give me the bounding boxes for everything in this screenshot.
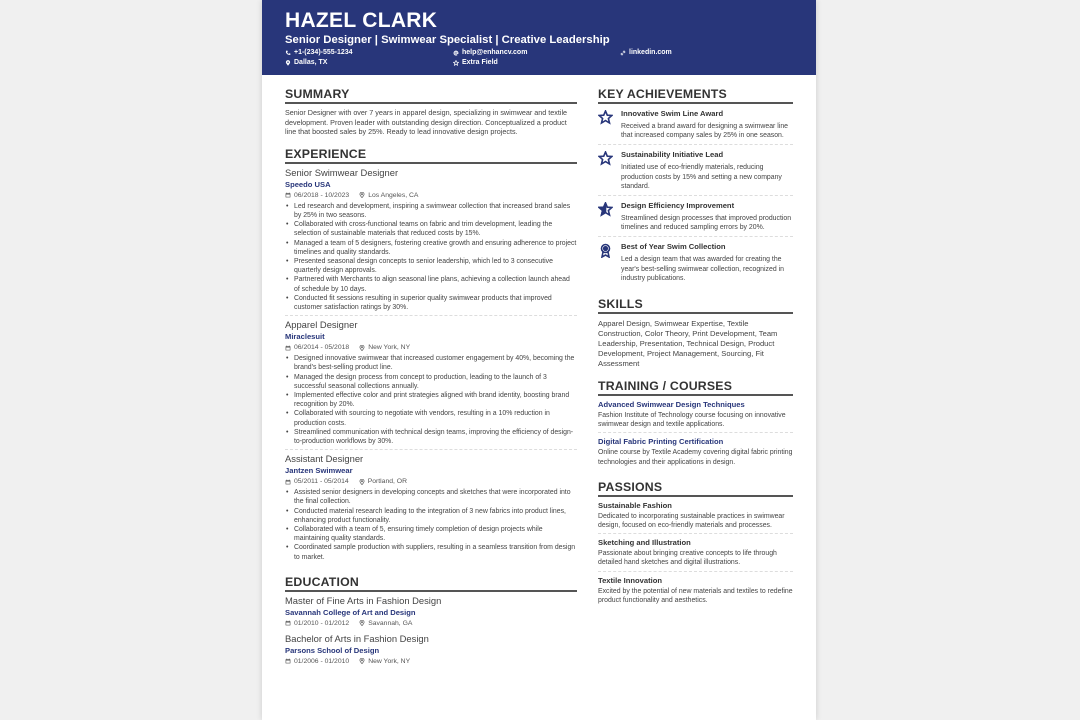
- passion-item: [598, 497, 793, 534]
- calendar-icon: [285, 479, 291, 485]
- bullet-item: • Conducted material research leading to the integration of 3 new fabrics into product lines, enhancing product functionality.: [285, 507, 577, 525]
- job-role: Senior Swimwear Designer: [285, 166, 399, 178]
- location-pin-icon: [359, 620, 365, 626]
- passion-title: Sketching and Illustration: [598, 538, 691, 548]
- dates: 01/2010 - 01/2012: [294, 619, 350, 627]
- experience-section: [285, 147, 577, 565]
- dates: 05/2011 - 05/2014: [294, 478, 349, 486]
- achievement-icon-wrap: [598, 109, 621, 140]
- dates: 06/2014 - 05/2018: [294, 344, 350, 352]
- job-bullets: [285, 202, 577, 312]
- job-entry: [285, 167, 577, 316]
- job-entry: [285, 319, 577, 450]
- resume-page: [262, 0, 816, 720]
- star-icon: [453, 60, 459, 66]
- job-bullets: [285, 354, 577, 446]
- job-company: Miraclesuit: [285, 332, 325, 342]
- location: New York, NY: [368, 657, 411, 665]
- education-section: [285, 575, 577, 668]
- section-title: EXPERIENCE: [285, 147, 577, 164]
- award-ribbon-icon: [598, 243, 613, 258]
- contact-extra: [453, 58, 498, 67]
- email-text: help@enhancv.com: [462, 49, 528, 56]
- candidate-subtitle: Senior Designer | Swimwear Specialist | Creative Leadership: [285, 34, 610, 46]
- job-role: Apparel Designer: [285, 319, 358, 331]
- left-column: [285, 87, 577, 678]
- star-half-icon: [598, 202, 613, 217]
- bullet-item: • Presented seasonal design concepts to senior leadership, which led to 3 consecutive quarterly design approvals.: [285, 257, 577, 275]
- achievement-item: [598, 104, 793, 145]
- achievement-item: [598, 196, 793, 237]
- section-title: SKILLS: [598, 297, 793, 314]
- extra-text: Extra Field: [462, 59, 498, 66]
- meta-row: [285, 477, 577, 486]
- passion-desc: Dedicated to incorporating sustainable practices in swimwear design, focused on eco-friendly materials and processes.: [598, 512, 785, 530]
- training-title: Advanced Swimwear Design Techniques: [598, 400, 745, 410]
- summary-section: [285, 87, 577, 137]
- education-entry: [285, 633, 577, 668]
- calendar-icon: [285, 620, 291, 626]
- achievement-icon-wrap: [598, 150, 621, 191]
- school: Savannah College of Art and Design: [285, 607, 416, 617]
- section-title: PASSIONS: [598, 480, 793, 497]
- achievement-title: Best of Year Swim Collection: [621, 242, 726, 252]
- bullet-item: • Collaborated with sourcing to negotiate with vendors, resulting in a 10% reduction in production costs.: [285, 409, 577, 427]
- achievement-item: [598, 237, 793, 287]
- training-item: [598, 433, 793, 469]
- dates: 06/2018 - 10/2023: [294, 191, 350, 199]
- location: Savannah, GA: [368, 619, 413, 627]
- passions-section: [598, 480, 793, 608]
- passion-title: Sustainable Fashion: [598, 500, 672, 510]
- job-bullets: [285, 488, 577, 562]
- skills-text: Apparel Design, Swimwear Expertise, Textile Construction, Color Theory, Print Development, Team Leadership, Presentation, Technical Design, Product Development, Project Management, Sourcing, Fit Assessment: [598, 319, 778, 369]
- meta-row: [285, 343, 577, 352]
- achievement-icon-wrap: [598, 242, 621, 283]
- achievement-desc: Led a design team that was awarded for creating the year's best-selling swimwear collection, recognized in industry publications.: [621, 256, 784, 282]
- degree: Bachelor of Arts in Fashion Design: [285, 632, 429, 644]
- location-pin-icon: [285, 60, 291, 66]
- phone-icon: [285, 50, 291, 56]
- bullet-item: • Conducted fit sessions resulting in superior quality swimwear products that improved customer satisfaction ratings by 30%.: [285, 294, 577, 312]
- achievement-desc: Initiated use of eco-friendly materials, reducing production costs by 15% and setting a new company standard.: [621, 164, 782, 190]
- linkedin-text: linkedin.com: [629, 49, 672, 56]
- section-title: SUMMARY: [285, 87, 577, 104]
- education-list: [285, 595, 577, 668]
- achievement-icon-wrap: [598, 201, 621, 232]
- location-text: Dallas, TX: [294, 59, 328, 66]
- skills-section: [598, 297, 793, 369]
- achievement-title: Sustainability Initiative Lead: [621, 150, 724, 160]
- bullet-item: • Designed innovative swimwear that increased customer engagement by 40%, becoming the brand's best-selling product line.: [285, 354, 577, 372]
- achievement-title: Innovative Swim Line Award: [621, 109, 724, 118]
- job-company: Speedo USA: [285, 179, 331, 189]
- summary-text: Senior Designer with over 7 years in apparel design, specializing in swimwear and textile development. Proven leader with outstanding design direction. Conceptualized a product line that boosted sales by 25%. Ready to lead innovative design projects.: [285, 108, 568, 137]
- dates: 01/2006 - 01/2010: [294, 657, 350, 665]
- bullet-item: • Coordinated sample production with suppliers, resulting in a seamless transition from design to market.: [285, 543, 577, 561]
- location-pin-icon: [359, 345, 365, 351]
- meta-row: [285, 619, 577, 628]
- location: New York, NY: [368, 344, 411, 352]
- location: Portland, OR: [367, 478, 407, 486]
- training-desc: Online course by Textile Academy covering digital fabric printing technologies and their applications in design.: [598, 449, 793, 466]
- passion-title: Textile Innovation: [598, 575, 662, 585]
- location: Los Angeles, CA: [368, 191, 419, 199]
- degree: Master of Fine Arts in Fashion Design: [285, 594, 442, 606]
- training-list: [598, 396, 793, 470]
- section-title: EDUCATION: [285, 575, 577, 592]
- bullet-item: • Managed the design process from concept to production, leading to the launch of 3 successful seasonal collections annually.: [285, 373, 577, 391]
- passion-desc: Passionate about bringing creative concepts to life through detailed hand sketches and digital illustrations.: [598, 550, 777, 567]
- location-pin-icon: [359, 658, 365, 664]
- job-list: [285, 167, 577, 565]
- bullet-item: • Streamlined communication with technical design teams, improving the efficiency of design-to-production workflows by 30%.: [285, 428, 577, 446]
- bullet-item: • Implemented effective color and print strategies aligned with brand identity, boosting brand recognition by 20%.: [285, 391, 577, 409]
- bullet-item: • Collaborated with cross-functional teams on fabric and trim development, leading the selection of sustainable materials that reduced costs by 15%.: [285, 220, 577, 238]
- achievement-desc: Received a brand award for designing a swimwear line that increased company sales by 25% in one season.: [621, 123, 788, 140]
- contact-location: [285, 58, 327, 67]
- bullet-item: • Assisted senior designers in developing concepts and sketches that were incorporated into the final collection.: [285, 488, 577, 506]
- training-item: [598, 396, 793, 433]
- at-icon: [453, 50, 459, 56]
- link-icon: [620, 50, 626, 56]
- training-title: Digital Fabric Printing Certification: [598, 437, 724, 447]
- bullet-item: • Managed a team of 5 designers, fostering creative growth and ensuring adherence to project timelines and quality standards.: [285, 239, 577, 257]
- education-entry: [285, 595, 577, 630]
- job-role: Assistant Designer: [285, 453, 364, 465]
- section-title: TRAINING / COURSES: [598, 379, 793, 396]
- training-desc: Fashion Institute of Technology course focusing on innovative swimwear design and textile applications.: [598, 412, 786, 429]
- star-outline-icon: [598, 110, 613, 125]
- training-section: [598, 379, 793, 470]
- passion-desc: Excited by the potential of new materials and textiles to redefine product functionality and aesthetics.: [598, 587, 793, 604]
- achievement-title: Design Efficiency Improvement: [621, 201, 735, 211]
- school: Parsons School of Design: [285, 645, 380, 655]
- achievement-item: [598, 145, 793, 196]
- achievement-list: [598, 104, 793, 287]
- passion-item: [598, 534, 793, 571]
- contact-linkedin[interactable]: [620, 48, 672, 57]
- achievements-section: [598, 87, 793, 287]
- meta-row: [285, 657, 577, 666]
- bullet-item: • Collaborated with a team of 5, ensuring timely completion of design projects while maintaining quality standards.: [285, 525, 577, 543]
- contact-phone: [285, 48, 353, 57]
- right-column: [598, 87, 793, 618]
- location-pin-icon: [359, 479, 365, 485]
- calendar-icon: [285, 192, 291, 198]
- bullet-item: • Led research and development, inspiring a swimwear collection that increased brand sales by 25% in two seasons.: [285, 202, 577, 220]
- bullet-item: • Partnered with Merchants to align seasonal line plans, achieving a collection launch ahead of schedule by 10 days.: [285, 275, 577, 293]
- passion-list: [598, 497, 793, 608]
- phone-text: +1-(234)-555-1234: [294, 49, 353, 56]
- star-outline-icon: [598, 151, 613, 166]
- meta-row: [285, 191, 577, 200]
- resume-header: [262, 0, 816, 75]
- passion-item: [598, 572, 793, 608]
- candidate-name: HAZEL CLARK: [285, 9, 438, 32]
- contact-email[interactable]: [453, 48, 527, 57]
- calendar-icon: [285, 658, 291, 664]
- job-company: Jantzen Swimwear: [285, 466, 353, 476]
- location-pin-icon: [359, 192, 365, 198]
- achievement-desc: Streamlined design processes that improved production timelines and reduced sampling errors by 20%.: [621, 215, 792, 232]
- section-title: KEY ACHIEVEMENTS: [598, 87, 793, 104]
- calendar-icon: [285, 345, 291, 351]
- job-entry: [285, 453, 577, 565]
